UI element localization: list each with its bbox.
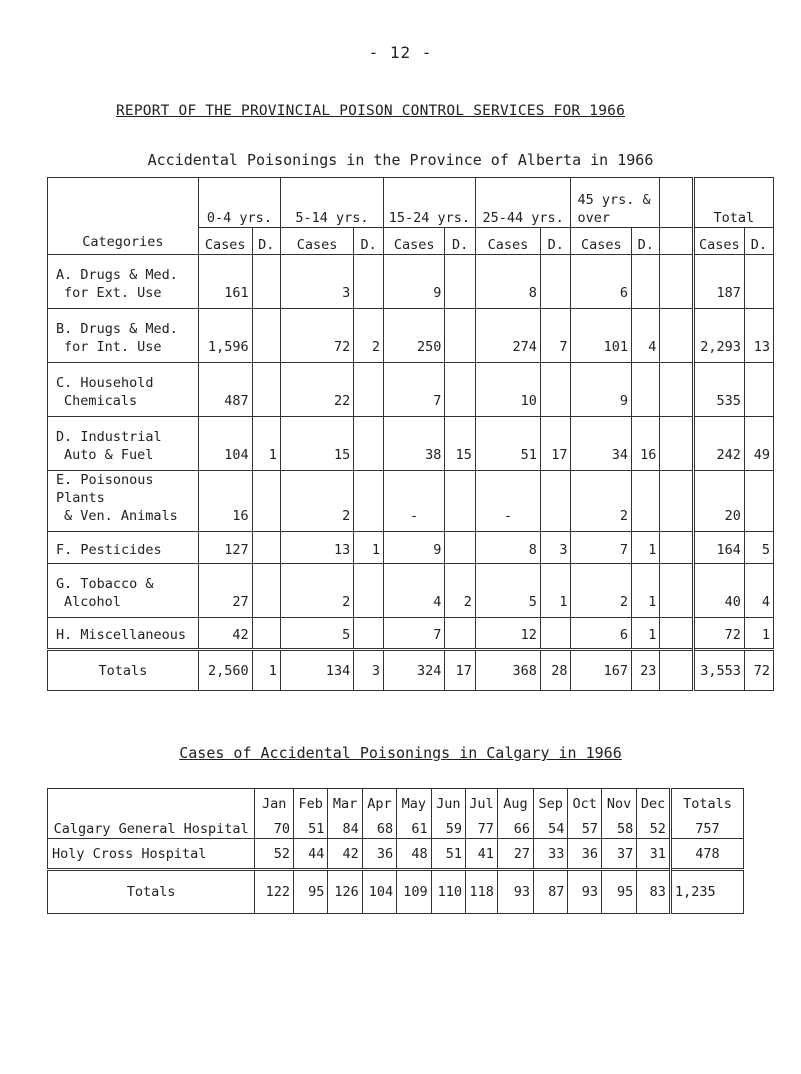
cases-cell: 187	[693, 255, 744, 309]
spacer-cell	[660, 255, 693, 309]
cases-cell: 8	[475, 532, 540, 564]
month-total: 118	[465, 870, 497, 914]
month-total: 104	[362, 870, 396, 914]
total-cases-cell: 368	[475, 650, 540, 691]
cases-cell: 5	[280, 618, 353, 650]
page-number: - 12 -	[368, 43, 433, 62]
month-header: Apr	[362, 789, 396, 813]
deaths-cell: 7	[540, 309, 571, 363]
month-total: 93	[568, 870, 602, 914]
month-total: 109	[397, 870, 431, 914]
total-cases-cell: 167	[571, 650, 632, 691]
deaths-cell	[252, 564, 280, 618]
cases-cell: 12	[475, 618, 540, 650]
month-header: Sep	[533, 789, 567, 813]
age-group-header: 25-44 yrs.	[475, 178, 571, 228]
category-line2: for Int. Use	[64, 339, 162, 355]
cases-cell: 7	[571, 532, 632, 564]
deaths-cell: 1	[354, 532, 384, 564]
categories-header-label: Categories	[82, 234, 164, 250]
month-value: 84	[328, 813, 362, 839]
total-cases-cell: 3,553	[693, 650, 744, 691]
cases-cell: 6	[571, 618, 632, 650]
deaths-cell	[354, 564, 384, 618]
deaths-cell	[632, 255, 660, 309]
cases-cell: 38	[383, 417, 444, 471]
deaths-cell	[744, 471, 773, 532]
month-value: 48	[397, 839, 431, 870]
calgary-poisonings-table	[47, 788, 744, 914]
cases-cell: 2	[280, 564, 353, 618]
deaths-cell	[540, 255, 571, 309]
cases-cell: 2,293	[693, 309, 744, 363]
deaths-cell: 1	[744, 618, 773, 650]
cases-cell: 20	[693, 471, 744, 532]
deaths-cell	[445, 532, 476, 564]
cases-cell: 4	[383, 564, 444, 618]
category-line1: D. Industrial	[56, 429, 162, 445]
category-row	[48, 532, 774, 564]
deaths-cell	[540, 471, 571, 532]
hospital-total: 478	[670, 839, 743, 870]
month-total: 122	[255, 870, 294, 914]
cases-cell: 127	[198, 532, 252, 564]
cases-cell: 10	[475, 363, 540, 417]
deaths-cell	[445, 363, 476, 417]
deaths-cell	[354, 471, 384, 532]
category-line1: H. Miscellaneous	[56, 627, 187, 643]
month-header: Dec	[637, 789, 671, 813]
month-value: 51	[431, 839, 465, 870]
cases-cell: 16	[198, 471, 252, 532]
cases-cell: 2	[571, 471, 632, 532]
month-value: 36	[568, 839, 602, 870]
month-value: 59	[431, 813, 465, 839]
cases-cell: 242	[693, 417, 744, 471]
month-value: 33	[533, 839, 567, 870]
hospital-row	[48, 839, 744, 870]
cases-header: Cases	[280, 228, 353, 255]
category-cell	[48, 255, 199, 309]
table1-body	[48, 255, 774, 650]
deaths-cell	[632, 363, 660, 417]
category-cell	[48, 471, 199, 532]
month-value: 58	[601, 813, 636, 839]
cases-cell: 40	[693, 564, 744, 618]
deaths-header: D.	[540, 228, 571, 255]
deaths-cell	[252, 532, 280, 564]
month-total: 83	[637, 870, 671, 914]
cases-cell: 51	[475, 417, 540, 471]
month-value: 70	[255, 813, 294, 839]
category-cell	[48, 363, 199, 417]
cases-cell: 9	[383, 532, 444, 564]
category-line2: Chemicals	[64, 393, 138, 409]
category-line1: F. Pesticides	[56, 542, 162, 558]
deaths-cell	[252, 471, 280, 532]
category-line2: for Ext. Use	[64, 285, 162, 301]
month-value: 61	[397, 813, 431, 839]
total-deaths-cell: 72	[744, 650, 773, 691]
deaths-cell: 1	[632, 532, 660, 564]
month-header: Oct	[568, 789, 602, 813]
total-cases-cell: 134	[280, 650, 353, 691]
deaths-cell	[252, 363, 280, 417]
total-cases-cell: 324	[383, 650, 444, 691]
month-value: 51	[293, 813, 327, 839]
month-header: May	[397, 789, 431, 813]
cases-cell: 7	[383, 363, 444, 417]
deaths-cell: 49	[744, 417, 773, 471]
age-group-header: Total	[693, 178, 773, 228]
report-title-text: REPORT OF THE PROVINCIAL POISON CONTROL SERVICES FOR 1966	[116, 103, 625, 119]
month-value: 52	[637, 813, 671, 839]
category-cell	[48, 564, 199, 618]
deaths-header: D.	[252, 228, 280, 255]
table2-title: Cases of Accidental Poisonings in Calgary in 1966	[179, 744, 622, 762]
month-value: 31	[637, 839, 671, 870]
totals-header: Totals	[670, 789, 743, 813]
table1-title: Accidental Poisonings in the Province of Alberta in 1966	[147, 151, 654, 169]
cases-cell: -	[475, 471, 540, 532]
category-line2: Auto & Fuel	[64, 447, 154, 463]
cases-cell: 250	[383, 309, 444, 363]
month-header: Jun	[431, 789, 465, 813]
category-line1: E. Poisonous Plants	[56, 472, 154, 506]
month-total: 95	[601, 870, 636, 914]
category-line2: & Ven. Animals	[64, 508, 178, 524]
month-header: Mar	[328, 789, 362, 813]
cases-header: Cases	[571, 228, 632, 255]
deaths-cell	[252, 618, 280, 650]
deaths-cell	[445, 255, 476, 309]
month-value: 44	[293, 839, 327, 870]
deaths-header: D.	[632, 228, 660, 255]
deaths-cell	[744, 363, 773, 417]
total-deaths-cell: 3	[354, 650, 384, 691]
spacer-cell	[660, 650, 693, 691]
deaths-cell: 1	[252, 417, 280, 471]
deaths-cell	[252, 255, 280, 309]
category-row	[48, 417, 774, 471]
month-value: 36	[362, 839, 396, 870]
deaths-cell	[354, 255, 384, 309]
category-row	[48, 618, 774, 650]
hospital-name: Holy Cross Hospital	[48, 839, 255, 870]
deaths-cell: 16	[632, 417, 660, 471]
age-group-header: 0-4 yrs.	[198, 178, 280, 228]
month-value: 66	[497, 813, 533, 839]
month-value: 68	[362, 813, 396, 839]
categories-header	[48, 178, 199, 255]
cases-cell: 9	[383, 255, 444, 309]
deaths-cell: 13	[744, 309, 773, 363]
category-line1: C. Household	[56, 375, 154, 391]
cases-cell: 2	[571, 564, 632, 618]
deaths-cell: 15	[445, 417, 476, 471]
month-value: 27	[497, 839, 533, 870]
category-line1: G. Tobacco &	[56, 576, 154, 592]
category-cell	[48, 532, 199, 564]
cases-cell: 42	[198, 618, 252, 650]
cases-cell: 27	[198, 564, 252, 618]
age-group-header: 45 yrs. & over	[571, 178, 660, 228]
deaths-cell	[540, 363, 571, 417]
month-header: Aug	[497, 789, 533, 813]
deaths-header: D.	[445, 228, 476, 255]
deaths-cell	[445, 471, 476, 532]
month-value: 37	[601, 839, 636, 870]
month-header: Jul	[465, 789, 497, 813]
deaths-cell	[744, 255, 773, 309]
spacer-cell	[660, 228, 693, 255]
alberta-poisonings-table	[47, 177, 774, 691]
cases-cell: 13	[280, 532, 353, 564]
cases-cell: 1,596	[198, 309, 252, 363]
cases-cell: 22	[280, 363, 353, 417]
totals-label: Totals	[48, 650, 199, 691]
month-header-row	[48, 789, 744, 813]
month-total: 110	[431, 870, 465, 914]
category-row	[48, 255, 774, 309]
total-cases-cell: 2,560	[198, 650, 252, 691]
cases-header: Cases	[383, 228, 444, 255]
spacer-cell	[660, 309, 693, 363]
table2-body	[48, 789, 744, 914]
deaths-cell	[445, 309, 476, 363]
cases-cell: 9	[571, 363, 632, 417]
deaths-cell: 1	[632, 618, 660, 650]
deaths-cell: 2	[354, 309, 384, 363]
category-line1: B. Drugs & Med.	[56, 321, 178, 337]
cases-cell: 101	[571, 309, 632, 363]
month-value: 54	[533, 813, 567, 839]
cases-cell: 274	[475, 309, 540, 363]
deaths-cell	[252, 309, 280, 363]
spacer-cell	[660, 363, 693, 417]
totals-label: Totals	[48, 870, 255, 914]
cases-cell: 164	[693, 532, 744, 564]
category-cell	[48, 618, 199, 650]
cases-cell: 8	[475, 255, 540, 309]
category-row	[48, 363, 774, 417]
hospital-row	[48, 813, 744, 839]
cases-cell: 7	[383, 618, 444, 650]
deaths-cell: 17	[540, 417, 571, 471]
deaths-cell	[354, 417, 384, 471]
age-group-header: 15-24 yrs.	[383, 178, 475, 228]
month-value: 52	[255, 839, 294, 870]
cases-cell: 72	[693, 618, 744, 650]
cases-cell: 72	[280, 309, 353, 363]
cases-header: Cases	[198, 228, 252, 255]
month-value: 42	[328, 839, 362, 870]
hospital-header-cell	[48, 789, 255, 813]
spacer-cell	[660, 178, 693, 228]
spacer-cell	[660, 618, 693, 650]
cases-cell: 2	[280, 471, 353, 532]
report-title	[116, 103, 625, 119]
total-deaths-cell: 17	[445, 650, 476, 691]
total-deaths-cell: 23	[632, 650, 660, 691]
category-line2: Alcohol	[64, 594, 121, 610]
deaths-cell: 5	[744, 532, 773, 564]
cases-header: Cases	[475, 228, 540, 255]
month-value: 57	[568, 813, 602, 839]
cases-cell: 104	[198, 417, 252, 471]
deaths-cell: 3	[540, 532, 571, 564]
cases-cell: 6	[571, 255, 632, 309]
total-deaths-cell: 1	[252, 650, 280, 691]
table1-totals-row	[48, 650, 774, 691]
cases-cell: -	[383, 471, 444, 532]
spacer-cell	[660, 564, 693, 618]
hospital-name: Calgary General Hospital	[48, 813, 255, 839]
cases-cell: 487	[198, 363, 252, 417]
category-row	[48, 564, 774, 618]
month-header: Feb	[293, 789, 327, 813]
month-total: 87	[533, 870, 567, 914]
category-cell	[48, 417, 199, 471]
deaths-header: D.	[744, 228, 773, 255]
hospital-total: 757	[670, 813, 743, 839]
cases-cell: 34	[571, 417, 632, 471]
grand-total: 1,235	[670, 870, 743, 914]
month-total: 126	[328, 870, 362, 914]
spacer-cell	[660, 417, 693, 471]
total-deaths-cell: 28	[540, 650, 571, 691]
month-value: 77	[465, 813, 497, 839]
deaths-cell	[632, 471, 660, 532]
month-value: 41	[465, 839, 497, 870]
deaths-cell	[445, 618, 476, 650]
deaths-cell: 4	[744, 564, 773, 618]
spacer-cell	[660, 471, 693, 532]
deaths-header: D.	[354, 228, 384, 255]
cases-cell: 161	[198, 255, 252, 309]
cases-cell: 15	[280, 417, 353, 471]
category-cell	[48, 309, 199, 363]
month-header: Jan	[255, 789, 294, 813]
category-row	[48, 309, 774, 363]
deaths-cell	[354, 363, 384, 417]
table2-totals-row	[48, 870, 744, 914]
month-header: Nov	[601, 789, 636, 813]
cases-cell: 5	[475, 564, 540, 618]
category-row	[48, 471, 774, 532]
month-total: 95	[293, 870, 327, 914]
deaths-cell	[354, 618, 384, 650]
cases-cell: 535	[693, 363, 744, 417]
deaths-cell: 1	[540, 564, 571, 618]
cases-header: Cases	[693, 228, 744, 255]
category-line1: A. Drugs & Med.	[56, 267, 178, 283]
month-total: 93	[497, 870, 533, 914]
deaths-cell: 2	[445, 564, 476, 618]
cases-cell: 3	[280, 255, 353, 309]
deaths-cell: 4	[632, 309, 660, 363]
deaths-cell: 1	[632, 564, 660, 618]
deaths-cell	[540, 618, 571, 650]
age-group-header: 5-14 yrs.	[280, 178, 383, 228]
spacer-cell	[660, 532, 693, 564]
